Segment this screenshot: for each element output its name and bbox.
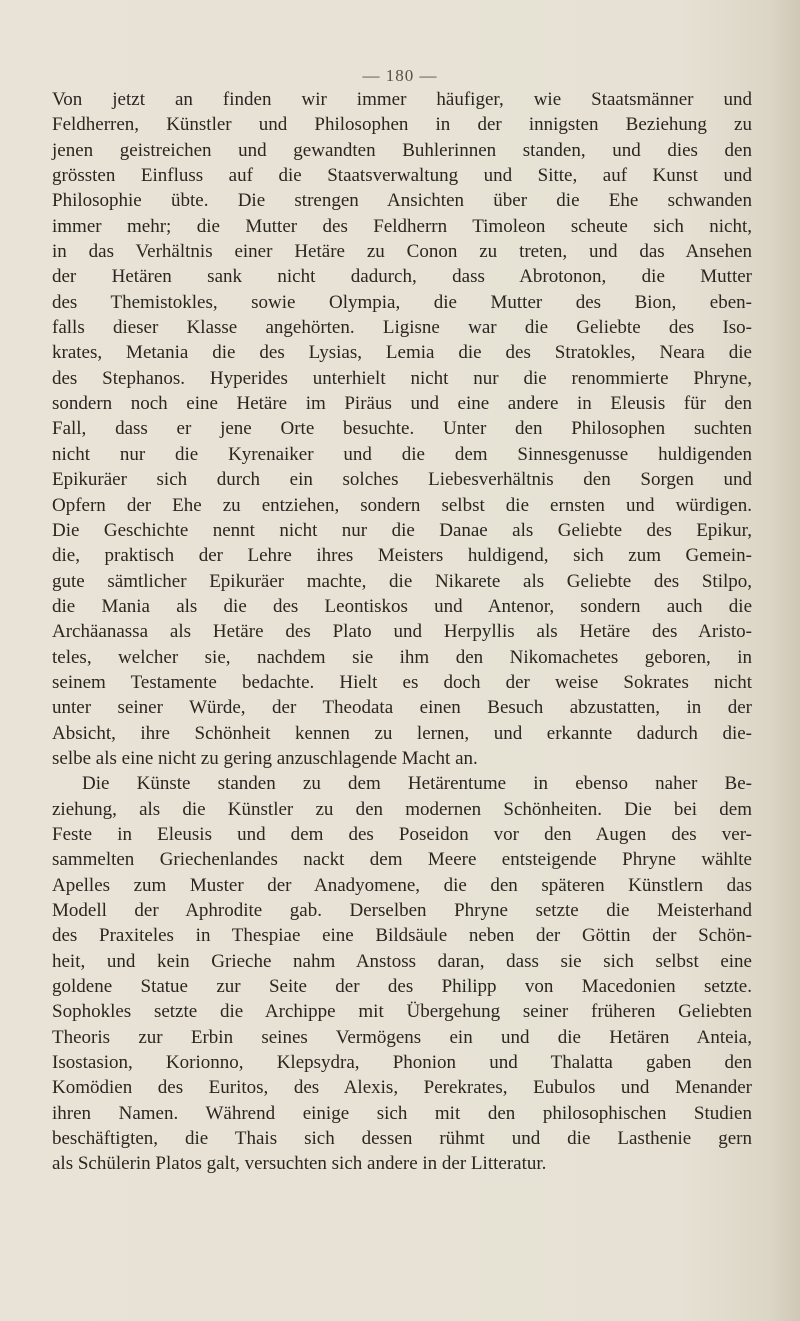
- text-line: sammelten Griechenlandes nackt dem Meere entsteigende Phryne wählte: [52, 849, 752, 871]
- text-line: die, praktisch der Lehre ihres Meisters huldigend, sich zum Gemein-: [52, 545, 752, 567]
- text-line: Philosophie übte. Die strengen Ansichten über die Ehe schwanden: [52, 190, 752, 212]
- text-line: in das Verhältnis einer Hetäre zu Conon zu treten, und das Ansehen: [52, 241, 752, 263]
- text-line: die Mania als die des Leontiskos und Antenor, sondern auch die: [52, 595, 752, 617]
- text-line: immer mehr; die Mutter des Feldherrn Timoleon scheute sich nicht,: [52, 215, 752, 237]
- text-line: Die Geschichte nennt nicht nur die Danae als Geliebte des Epikur,: [52, 519, 752, 541]
- text-line: beschäftigten, die Thais sich dessen rühmt und die Lasthenie gern: [52, 1128, 752, 1150]
- page-number-header: — 180 —: [362, 66, 438, 85]
- body-text: [52, 87, 752, 1177]
- text-line: Feste in Eleusis und dem des Poseidon vor den Augen des ver-: [52, 823, 752, 845]
- text-line: grössten Einfluss auf die Staatsverwaltung und Sitte, auf Kunst und: [52, 165, 752, 187]
- text-line: Apelles zum Muster der Anadyomene, die den späteren Künstlern das: [52, 874, 752, 896]
- text-line: Epikuräer sich durch ein solches Liebesverhältnis den Sorgen und: [52, 469, 752, 491]
- text-line: Theoris zur Erbin seines Vermögens ein und die Hetären Anteia,: [52, 1026, 752, 1048]
- text-line: des Themistokles, sowie Olympia, die Mutter des Bion, eben-: [52, 291, 752, 313]
- text-line: der Hetären sank nicht dadurch, dass Abrotonon, die Mutter: [52, 266, 752, 288]
- text-line: des Stephanos. Hyperides unterhielt nicht nur die renommierte Phryne,: [52, 367, 752, 389]
- text-line: Fall, dass er jene Orte besuchte. Unter den Philosophen suchten: [52, 418, 752, 440]
- text-line: jenen geistreichen und gewandten Buhlerinnen standen, und dies den: [52, 139, 752, 161]
- text-line: heit, und kein Grieche nahm Anstoss daran, dass sie sich selbst eine: [52, 950, 752, 972]
- text-line: selbe als eine nicht zu gering anzuschlagende Macht an.: [52, 747, 478, 769]
- text-line: ihren Namen. Während einige sich mit den philosophischen Studien: [52, 1102, 752, 1124]
- text-line: Archäanassa als Hetäre des Plato und Herpyllis als Hetäre des Aristo-: [52, 621, 752, 643]
- text-line: falls dieser Klasse angehörten. Ligisne war die Geliebte des Iso-: [52, 317, 752, 339]
- text-line: Absicht, ihre Schönheit kennen zu lernen, und erkannte dadurch die-: [52, 722, 752, 744]
- text-line: teles, welcher sie, nachdem sie ihm den Nikomachetes geboren, in: [52, 646, 752, 668]
- text-line: nicht nur die Kyrenaiker und die dem Sinnesgenusse huldigenden: [52, 443, 752, 465]
- text-line: gute sämtlicher Epikuräer machte, die Nikarete als Geliebte des Stilpo,: [52, 570, 752, 592]
- text-line: sondern noch eine Hetäre im Piräus und eine andere in Eleusis für den: [52, 393, 752, 415]
- text-line: goldene Statue zur Seite der des Philipp von Macedonien setzte.: [52, 976, 752, 998]
- text-line: Komödien des Euritos, des Alexis, Perekrates, Eubulos und Menander: [52, 1077, 752, 1099]
- text-line: Die Künste standen zu dem Hetärentume in ebenso naher Be-: [82, 773, 752, 795]
- text-line: des Praxiteles in Thespiae eine Bildsäule neben der Göttin der Schön-: [52, 925, 752, 947]
- text-line: Von jetzt an finden wir immer häufiger, wie Staatsmänner und: [52, 89, 752, 110]
- text-line: Feldherren, Künstler und Philosophen in der innigsten Beziehung zu: [52, 114, 752, 136]
- text-line: Sophokles setzte die Archippe mit Übergehung seiner früheren Geliebten: [52, 1001, 752, 1023]
- text-line: Modell der Aphrodite gab. Derselben Phryne setzte die Meisterhand: [52, 900, 752, 921]
- text-line: krates, Metania die des Lysias, Lemia die des Stratokles, Neara die: [52, 342, 752, 364]
- text-line: unter seiner Würde, der Theodata einen Besuch abzustatten, in der: [52, 697, 752, 719]
- text-line: ziehung, als die Künstler zu den modernen Schönheiten. Die bei dem: [52, 798, 752, 820]
- text-line: seinem Testamente bedachte. Hielt es doch der weise Sokrates nicht: [52, 671, 752, 693]
- text-line: Opfern der Ehe zu entziehen, sondern selbst die ernsten und würdigen.: [52, 494, 752, 516]
- text-line: als Schülerin Platos galt, versuchten sich andere in der Litteratur.: [52, 1153, 547, 1175]
- text-line: Isostasion, Korionno, Klepsydra, Phonion und Thalatta gaben den: [52, 1052, 752, 1074]
